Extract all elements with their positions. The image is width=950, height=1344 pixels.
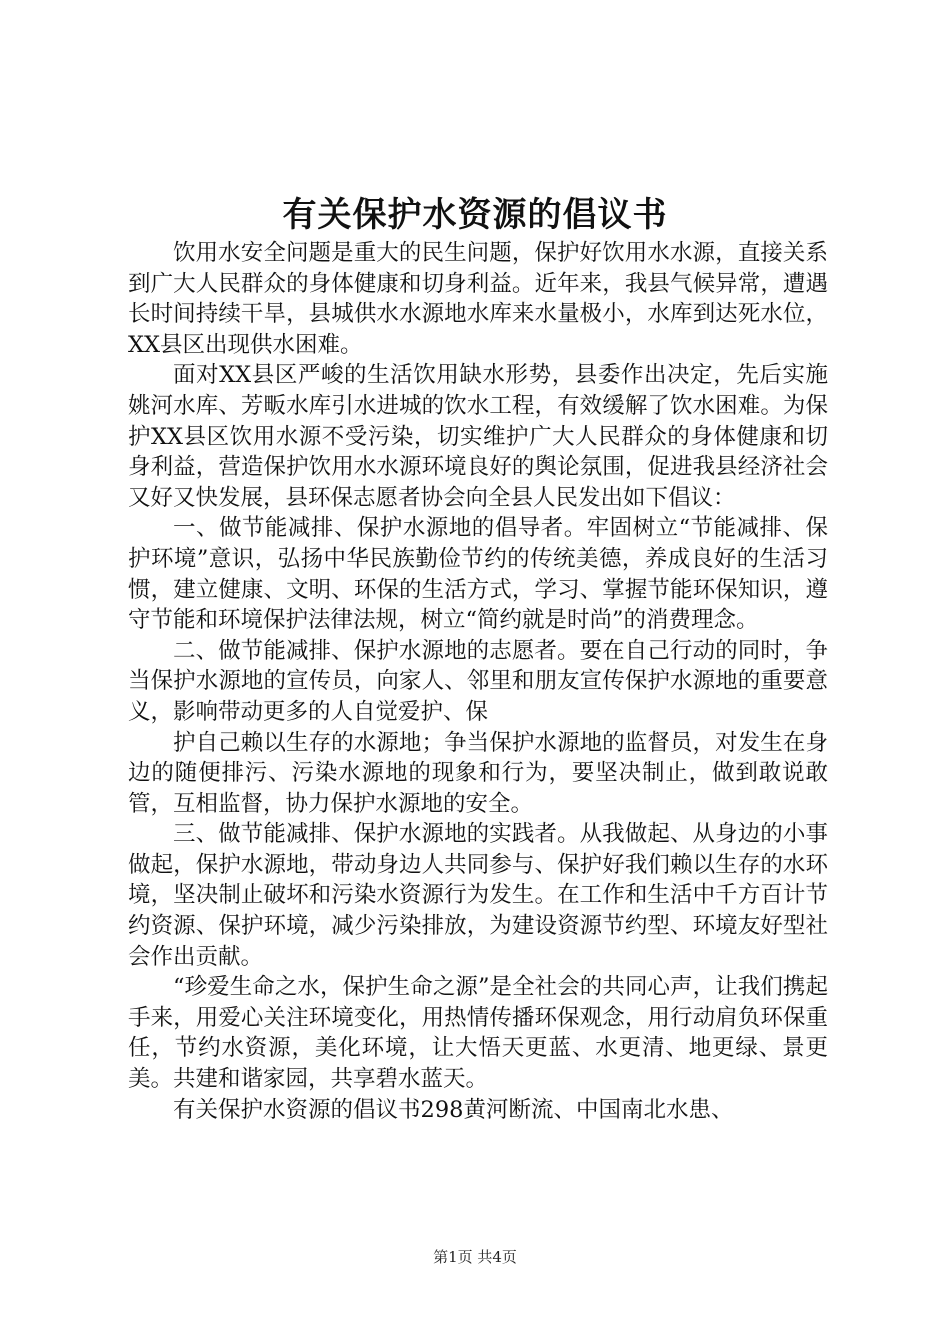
paragraph: 护自己赖以生存的水源地；争当保护水源地的监督员，对发生在身边的随便排污、污染水源地的现象和行为，要坚决制止，做到敢说敢管，互相监督，协力保护水源地的安全。: [128, 729, 828, 817]
document-body: [128, 238, 828, 1125]
document-title: 有关保护水资源的倡议书: [282, 195, 668, 235]
paragraph: 饮用水安全问题是重大的民生问题，保护好饮用水水源，直接关系到广大人民群众的身体健康和切身利益。近年来，我县气候异常，遭遇长时间持续干旱，县城供水水源地水库来水量极小，水库到达死水位，XX县区出现供水困难。: [128, 240, 828, 358]
paragraph: 面对XX县区严峻的生活饮用缺水形势，县委作出决定，先后实施姚河水库、芳畈水库引水进城的饮水工程，有效缓解了饮水困难。为保护XX县区饮用水源不受污染，切实维护广大人民群众的身体健康和切身利益，营造保护饮用水水源环境良好的舆论氛围，促进我县经济社会又好又快发展，县环保志愿者协会向全县人民发出如下倡议：: [128, 362, 828, 511]
paragraph: 三、做节能减排、保护水源地的实践者。从我做起、从身边的小事做起，保护水源地，带动身边人共同参与、保护好我们赖以生存的水环境，坚决制止破坏和污染水资源行为发生。在工作和生活中千方百计节约资源、保护环境，减少污染排放，为建设资源节约型、环境友好型社会作出贡献。: [128, 821, 828, 970]
paragraph: 二、做节能减排、保护水源地的志愿者。要在自己行动的同时，争当保护水源地的宣传员，向家人、邻里和朋友宣传保护水源地的重要意义，影响带动更多的人自觉爱护、保: [128, 637, 828, 725]
paragraph: “珍爱生命之水，保护生命之源”是全社会的共同心声，让我们携起手来，用爱心关注环境变化，用热情传播环保观念，用行动肩负环保重任，节约水资源，美化环境，让大悟天更蓝、水更清、地更绿、景更美。共建和谐家园，共享碧水蓝天。: [128, 974, 828, 1093]
paragraph: 一、做节能减排、保护水源地的倡导者。牢固树立“节能减排、保护环境”意识，弘扬中华民族勤俭节约的传统美德，养成良好的生活习惯，建立健康、文明、环保的生活方式，学习、掌握节能环保知识，遵守节能和环境保护法律法规，树立“简约就是时尚”的消费理念。: [128, 515, 828, 634]
paragraph: 有关保护水资源的倡议书298黄河断流、中国南北水患、: [173, 1096, 734, 1123]
page-indicator: 第1页 共4页: [433, 1248, 517, 1266]
